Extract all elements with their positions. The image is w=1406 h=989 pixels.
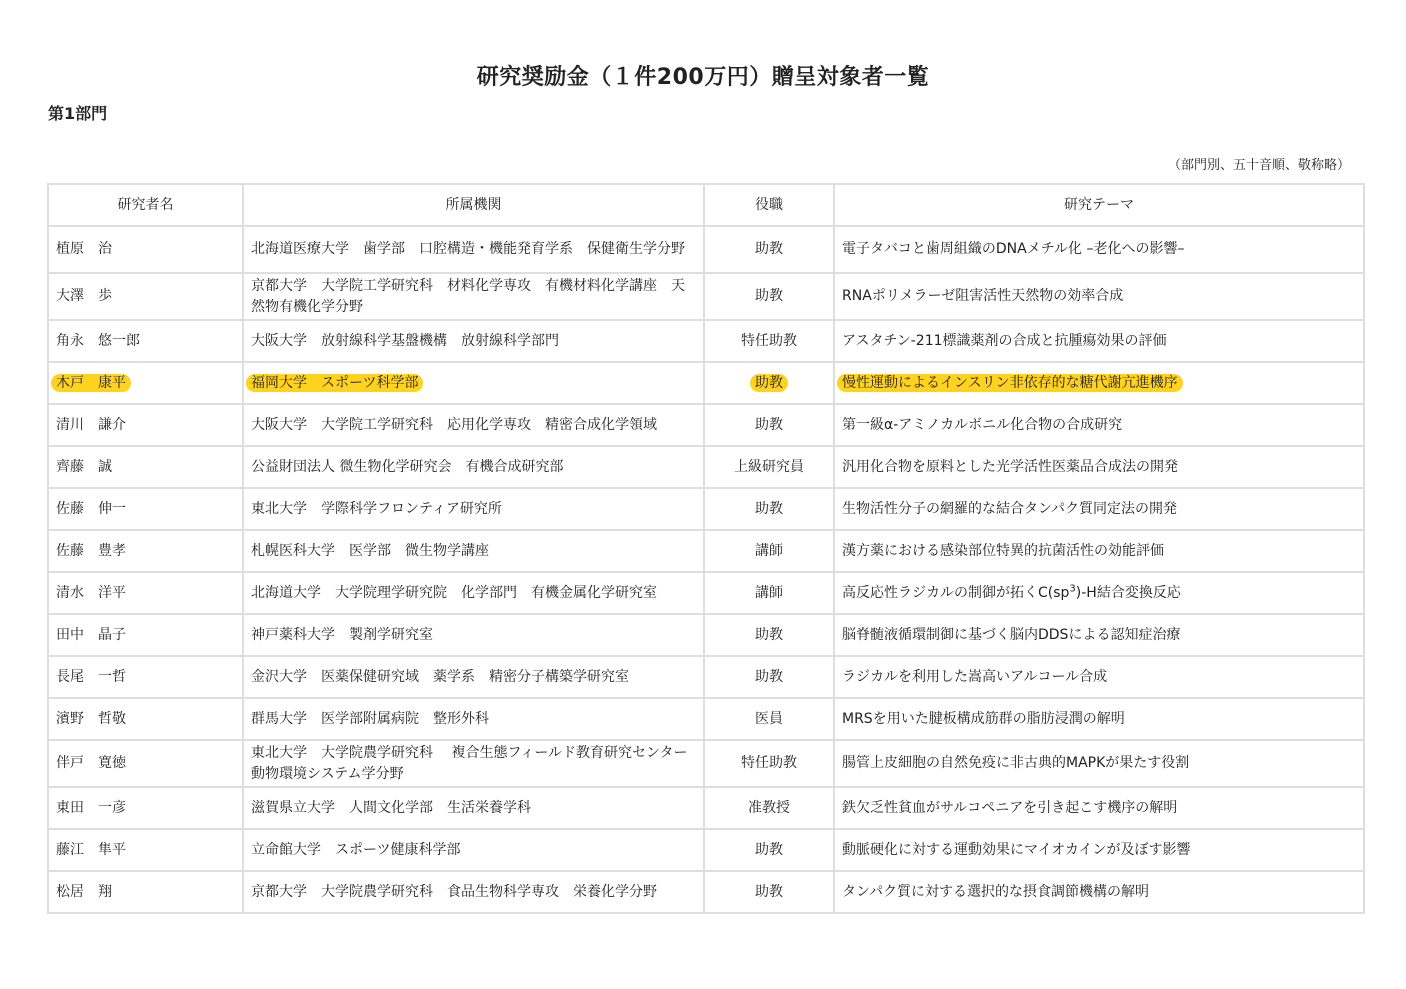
name-text: 木戸 康平	[56, 374, 126, 391]
affiliation-cell	[243, 446, 704, 488]
theme-text: 鉄欠乏性貧血がサルコペニアを引き起こす機序の解明	[842, 799, 1178, 816]
research-theme-cell	[834, 404, 1364, 446]
name-text: 植原 治	[56, 241, 112, 257]
table-header-row	[48, 184, 1364, 226]
section-heading: 第1部門	[48, 104, 108, 123]
researcher-name-cell	[48, 404, 243, 446]
position-cell	[704, 446, 834, 488]
affiliation-text: 大阪大学 放射線科学基盤機構 放射線科学部門	[251, 332, 559, 349]
research-theme-cell	[834, 446, 1364, 488]
name-text: 清水 洋平	[56, 584, 126, 601]
affiliation-cell	[243, 530, 704, 572]
position-text: 助教	[755, 288, 783, 304]
column-header-name: 研究者名	[48, 184, 243, 226]
research-theme-cell	[834, 488, 1364, 530]
affiliation-text: 福岡大学 スポーツ科学部	[251, 374, 419, 391]
position-text: 助教	[755, 500, 783, 517]
position-text: 助教	[755, 241, 783, 257]
table-row	[48, 530, 1364, 572]
affiliation-cell	[243, 740, 704, 787]
theme-text: タンパク質に対する選択的な摂食調節機構の解明	[842, 883, 1150, 900]
highlight-marker	[837, 374, 1183, 392]
name-text: 濱野 哲敬	[56, 710, 126, 727]
theme-text: 汎用化合物を原料とした光学活性医薬品合成法の開発	[842, 458, 1178, 475]
research-theme-cell	[834, 226, 1364, 273]
researcher-name-cell	[48, 787, 243, 829]
research-theme-cell	[834, 362, 1364, 404]
name-text: 田中 晶子	[56, 626, 126, 643]
position-cell	[704, 787, 834, 829]
theme-text: MRSを用いた腱板構成筋群の脂肪浸潤の解明	[842, 710, 1125, 727]
name-text: 佐藤 伸一	[56, 500, 126, 517]
position-cell	[704, 829, 834, 871]
research-theme-cell	[834, 614, 1364, 656]
researcher-name-cell	[48, 320, 243, 362]
researcher-name-cell	[48, 871, 243, 913]
affiliation-cell	[243, 572, 704, 614]
name-text: 佐藤 豊孝	[56, 542, 126, 559]
table-row	[48, 226, 1364, 273]
affiliation-text: 金沢大学 医薬保健研究域 薬学系 精密分子構築学研究室	[251, 668, 629, 685]
theme-text: 生物活性分子の網羅的な結合タンパク質同定法の開発	[842, 500, 1178, 517]
researcher-name-cell	[48, 446, 243, 488]
position-text: 特任助教	[741, 332, 797, 349]
researcher-name-cell	[48, 829, 243, 871]
theme-text: 慢性運動によるインスリン非依存的な糖代謝亢進機序	[842, 374, 1178, 391]
affiliation-text: 東北大学 学際科学フロンティア研究所	[251, 500, 502, 517]
researcher-name-cell	[48, 572, 243, 614]
name-text: 清川 謙介	[56, 416, 126, 433]
affiliation-text: 大阪大学 大学院工学研究科 応用化学専攻 精密合成化学領域	[251, 416, 657, 433]
affiliation-text: 北海道大学 大学院理学研究院 化学部門 有機金属化学研究室	[251, 584, 657, 601]
table-row	[48, 656, 1364, 698]
position-cell	[704, 404, 834, 446]
recipients-table	[47, 183, 1365, 914]
research-theme-cell	[834, 871, 1364, 913]
position-text: 講師	[755, 542, 783, 559]
position-cell	[704, 530, 834, 572]
table-row	[48, 273, 1364, 320]
affiliation-text: 東北大学 大学院農学研究科 複合生態フィールド教育研究センター 動物環境システム学分野	[251, 744, 702, 782]
affiliation-text: 滋賀県立大学 人間文化学部 生活栄養学科	[251, 799, 531, 816]
research-theme-cell	[834, 320, 1364, 362]
research-theme-cell	[834, 572, 1364, 614]
theme-text: 腸管上皮細胞の自然免疫に非古典的MAPKが果たす役割	[842, 755, 1190, 771]
affiliation-cell	[243, 362, 704, 404]
position-cell	[704, 362, 834, 404]
affiliation-cell	[243, 614, 704, 656]
position-cell	[704, 740, 834, 787]
table-row	[48, 488, 1364, 530]
researcher-name-cell	[48, 698, 243, 740]
name-text: 長尾 一哲	[56, 668, 126, 685]
theme-text: 第一級α-アミノカルボニル化合物の合成研究	[842, 416, 1123, 433]
position-text: 講師	[755, 584, 783, 601]
position-cell	[704, 698, 834, 740]
researcher-name-cell	[48, 226, 243, 273]
affiliation-text: 公益財団法人 微生物化学研究会 有機合成研究部	[251, 458, 564, 475]
affiliation-text: 神戸薬科大学 製剤学研究室	[251, 626, 433, 643]
researcher-name-cell	[48, 614, 243, 656]
affiliation-cell	[243, 226, 704, 273]
name-text: 松居 翔	[56, 883, 112, 900]
position-text: 助教	[755, 668, 783, 685]
name-text: 齊藤 誠	[56, 458, 112, 475]
table-row	[48, 787, 1364, 829]
research-theme-cell	[834, 740, 1364, 787]
affiliation-text: 京都大学 大学院工学研究科 材料化学専攻 有機材料化学講座 天然物有機化学分野	[251, 277, 685, 315]
position-cell	[704, 871, 834, 913]
table-body	[48, 226, 1364, 913]
affiliation-cell	[243, 488, 704, 530]
theme-text: ラジカルを利用した嵩高いアルコール合成	[842, 668, 1108, 685]
researcher-name-cell	[48, 273, 243, 320]
research-theme-cell	[834, 530, 1364, 572]
research-theme-cell	[834, 698, 1364, 740]
table-row	[48, 698, 1364, 740]
name-text: 角永 悠一郎	[56, 332, 140, 349]
highlight-marker	[750, 374, 788, 392]
highlight-marker	[246, 374, 423, 392]
theme-text: 電子タバコと歯周組織のDNAメチル化 –老化への影響–	[842, 241, 1185, 257]
column-header-position: 役職	[704, 184, 834, 226]
name-text: 伴戸 寛徳	[56, 755, 126, 771]
affiliation-text: 立命館大学 スポーツ健康科学部	[251, 841, 461, 858]
column-header-affiliation: 所属機関	[243, 184, 704, 226]
research-theme-cell	[834, 656, 1364, 698]
position-cell	[704, 572, 834, 614]
position-text: 助教	[755, 626, 783, 643]
name-text: 東田 一彦	[56, 799, 126, 816]
position-text: 助教	[755, 416, 783, 433]
highlight-marker	[51, 374, 131, 392]
position-cell	[704, 273, 834, 320]
affiliation-text: 北海道医療大学 歯学部 口腔構造・機能発育学系 保健衛生学分野	[251, 241, 685, 257]
affiliation-cell	[243, 320, 704, 362]
affiliation-text: 札幌医科大学 医学部 微生物学講座	[251, 542, 489, 559]
table-row	[48, 572, 1364, 614]
table-row	[48, 446, 1364, 488]
research-theme-cell	[834, 787, 1364, 829]
researcher-name-cell	[48, 530, 243, 572]
table-row	[48, 404, 1364, 446]
theme-text: 脳脊髄液循環制御に基づく脳内DDSによる認知症治療	[842, 626, 1181, 643]
researcher-name-cell	[48, 740, 243, 787]
research-theme-cell	[834, 829, 1364, 871]
theme-text: 高反応性ラジカルの制御が拓くC(sp	[842, 584, 1070, 601]
name-text: 大澤 歩	[56, 288, 112, 304]
table-row	[48, 320, 1364, 362]
table-row	[48, 871, 1364, 913]
position-cell	[704, 488, 834, 530]
affiliation-cell	[243, 273, 704, 320]
theme-text: 動脈硬化に対する運動効果にマイオカインが及ぼす影響	[842, 841, 1191, 858]
position-text: 助教	[755, 883, 783, 900]
researcher-name-cell	[48, 362, 243, 404]
table-row	[48, 614, 1364, 656]
position-text: 医員	[755, 710, 783, 727]
column-header-theme: 研究テーマ	[834, 184, 1364, 226]
position-text: 助教	[755, 841, 783, 858]
position-cell	[704, 614, 834, 656]
superscript: 3	[1069, 582, 1076, 594]
affiliation-cell	[243, 871, 704, 913]
page-title: 研究奨励金（１件200万円）贈呈対象者一覧	[476, 65, 930, 90]
theme-text: 漢方薬における感染部位特異的抗菌活性の効能評価	[842, 542, 1164, 559]
position-text: 助教	[755, 374, 783, 391]
affiliation-cell	[243, 404, 704, 446]
affiliation-cell	[243, 787, 704, 829]
position-cell	[704, 320, 834, 362]
sort-note: （部門別、五十音順、敬称略）	[1167, 158, 1350, 173]
position-text: 准教授	[748, 799, 790, 816]
research-theme-cell	[834, 273, 1364, 320]
position-cell	[704, 226, 834, 273]
affiliation-cell	[243, 656, 704, 698]
affiliation-cell	[243, 698, 704, 740]
name-text: 藤江 隼平	[56, 841, 126, 858]
table-row	[48, 740, 1364, 787]
table-row	[48, 362, 1364, 404]
position-text: 特任助教	[741, 755, 797, 771]
position-text: 上級研究員	[734, 458, 804, 475]
theme-text: )-H結合変換反応	[1075, 584, 1181, 601]
affiliation-text: 群馬大学 医学部附属病院 整形外科	[251, 710, 489, 727]
theme-text: アスタチン-211標識薬剤の合成と抗腫瘍効果の評価	[842, 332, 1167, 349]
theme-text: RNAポリメラーゼ阻害活性天然物の効率合成	[842, 288, 1124, 304]
affiliation-cell	[243, 829, 704, 871]
position-cell	[704, 656, 834, 698]
affiliation-text: 京都大学 大学院農学研究科 食品生物科学専攻 栄養化学分野	[251, 883, 657, 900]
researcher-name-cell	[48, 488, 243, 530]
table-row	[48, 829, 1364, 871]
researcher-name-cell	[48, 656, 243, 698]
